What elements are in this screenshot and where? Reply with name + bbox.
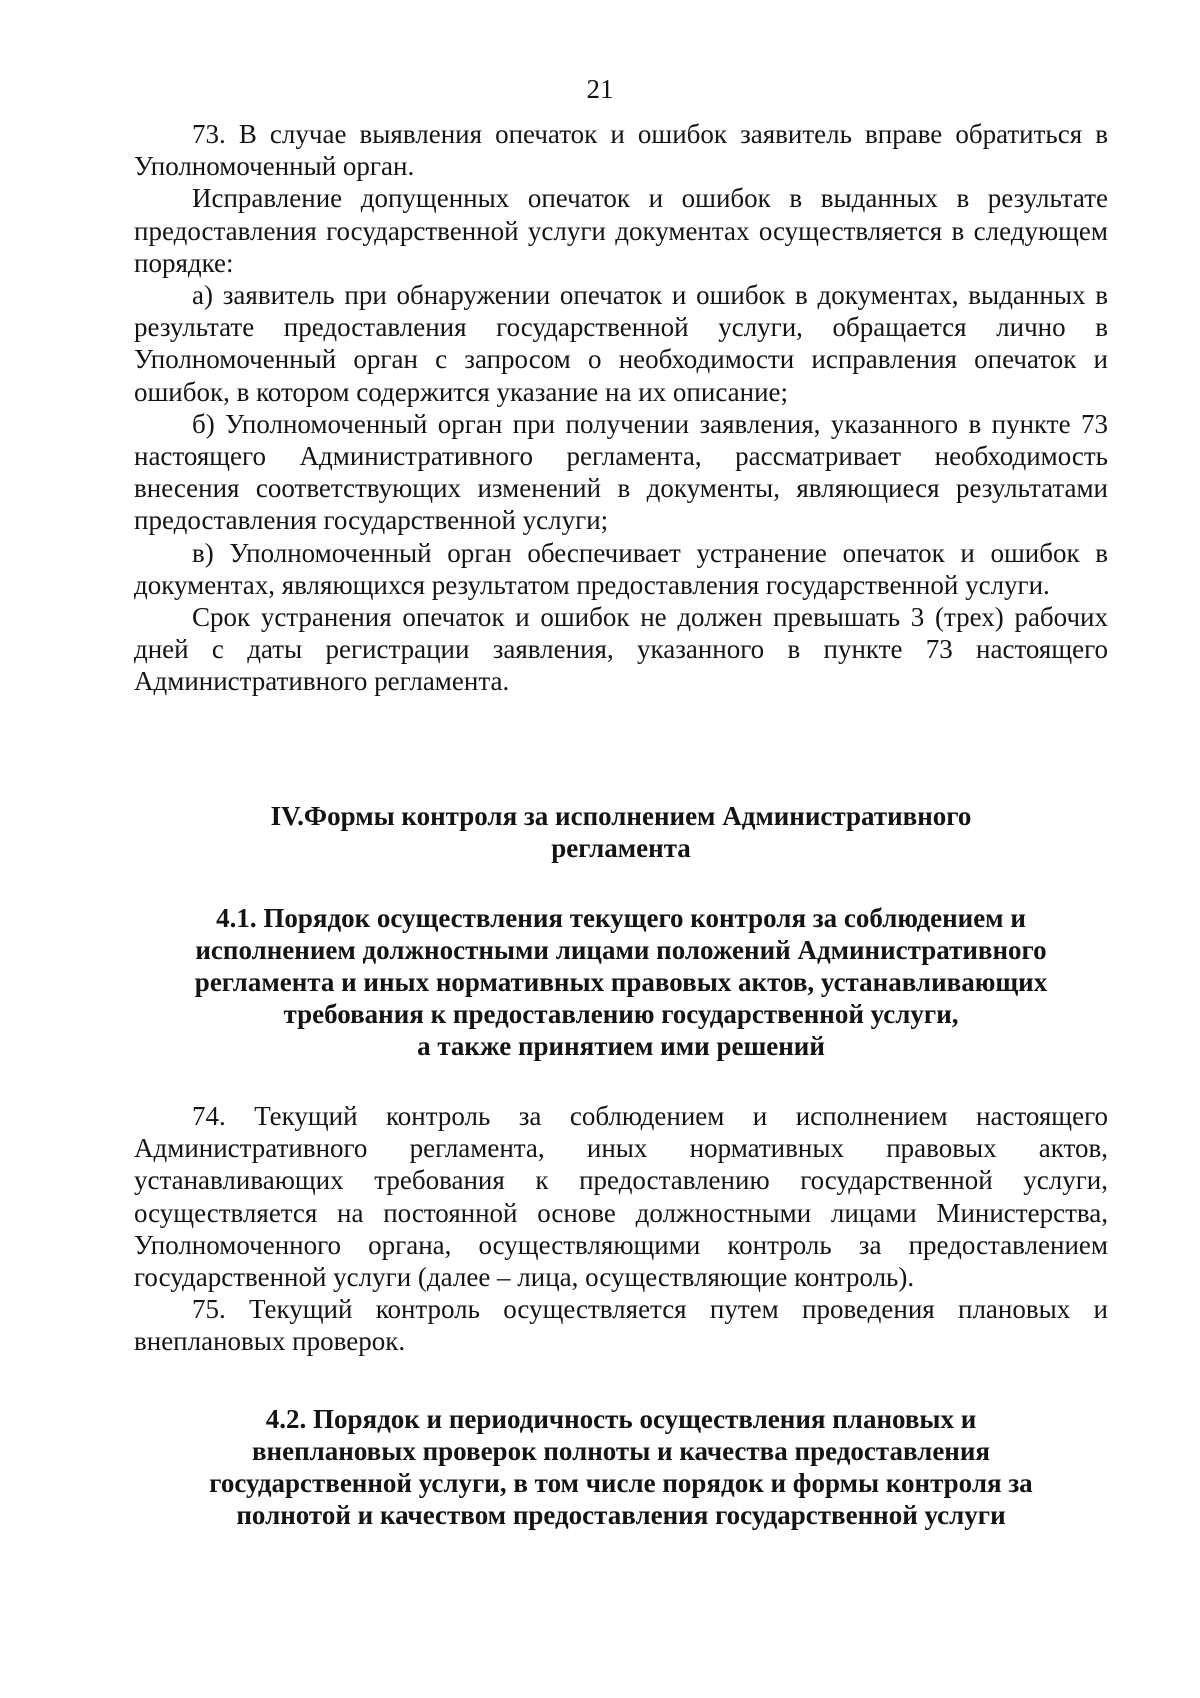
heading-line: 4.1. Порядок осуществления текущего контроля за соблюдением и bbox=[216, 903, 1026, 933]
heading-line: 4.2. Порядок и периодичность осуществления плановых и bbox=[265, 1404, 977, 1434]
paragraph-74: 74. Текущий контроль за соблюдением и исполнением настоящего Административного регламента, иных нормативных правовых актов, устанавливающих требования к предоставлению государственной услуги, осуществляется на постоянной основе должностными лицами Министерства, Уполномоченного органа, осуществляющими контроль за предоставлением государственной услуги (далее – лица, осуществляющие контроль). bbox=[134, 1101, 1108, 1293]
list-item-b: б) Уполномоченный орган при получении заявления, указанного в пункте 73 настоящего Административного регламента, рассматривает необходимость внесения соответствующих изменений в документы, являющиеся результатами предоставления государственной услуги; bbox=[134, 408, 1108, 536]
section-4-2-heading bbox=[134, 1403, 1108, 1531]
list-item-v: в) Уполномоченный орган обеспечивает устранение опечаток и ошибок в документах, являющихся результатом предоставления государственной услуги. bbox=[134, 537, 1108, 600]
heading-line: государственной услуги, в том числе порядок и формы контроля за bbox=[209, 1468, 1033, 1498]
page-number: 21 bbox=[586, 74, 614, 104]
heading-line: требования к предоставлению государственной услуги, bbox=[283, 999, 959, 1029]
paragraph-73: 73. В случае выявления опечаток и ошибок заявитель вправе обратиться в Уполномоченный орган. bbox=[134, 119, 1108, 182]
heading-line: внеплановых проверок полноты и качества предоставления bbox=[251, 1436, 991, 1466]
paragraph-deadline: Срок устранения опечаток и ошибок не должен превышать 3 (трех) рабочих дней с даты регистрации заявления, указанного в пункте 73 настоящего Административного регламента. bbox=[134, 602, 1108, 697]
paragraph-75: 75. Текущий контроль осуществляется путем проведения плановых и внеплановых проверок. bbox=[134, 1294, 1108, 1357]
heading-line: полнотой и качеством предоставления государственной услуги bbox=[236, 1500, 1006, 1530]
text-block-corrections bbox=[134, 118, 1108, 698]
heading-line: регламента bbox=[551, 833, 691, 863]
section-iv-heading bbox=[134, 800, 1108, 864]
heading-line: регламента и иных нормативных правовых актов, устанавливающих bbox=[194, 967, 1048, 997]
heading-line: исполнением должностными лицами положений Административного bbox=[195, 935, 1047, 965]
heading-line: IV.Формы контроля за исполнением Административного bbox=[270, 801, 972, 831]
list-item-a: а) заявитель при обнаружении опечаток и ошибок в документах, выданных в результате предоставления государственной услуги, обращается лично в Уполномоченный орган с запросом о необходимости исправления опечаток и ошибок, в котором содержится указание на их описание; bbox=[134, 280, 1108, 407]
section-4-1-heading bbox=[134, 902, 1108, 1062]
heading-line: а также принятием ими решений bbox=[417, 1031, 825, 1061]
text-block-current-control bbox=[134, 1100, 1108, 1358]
paragraph-correction-procedure: Исправление допущенных опечаток и ошибок в выданных в результате предоставления государственной услуги документах осуществляется в следующем порядке: bbox=[134, 183, 1108, 278]
